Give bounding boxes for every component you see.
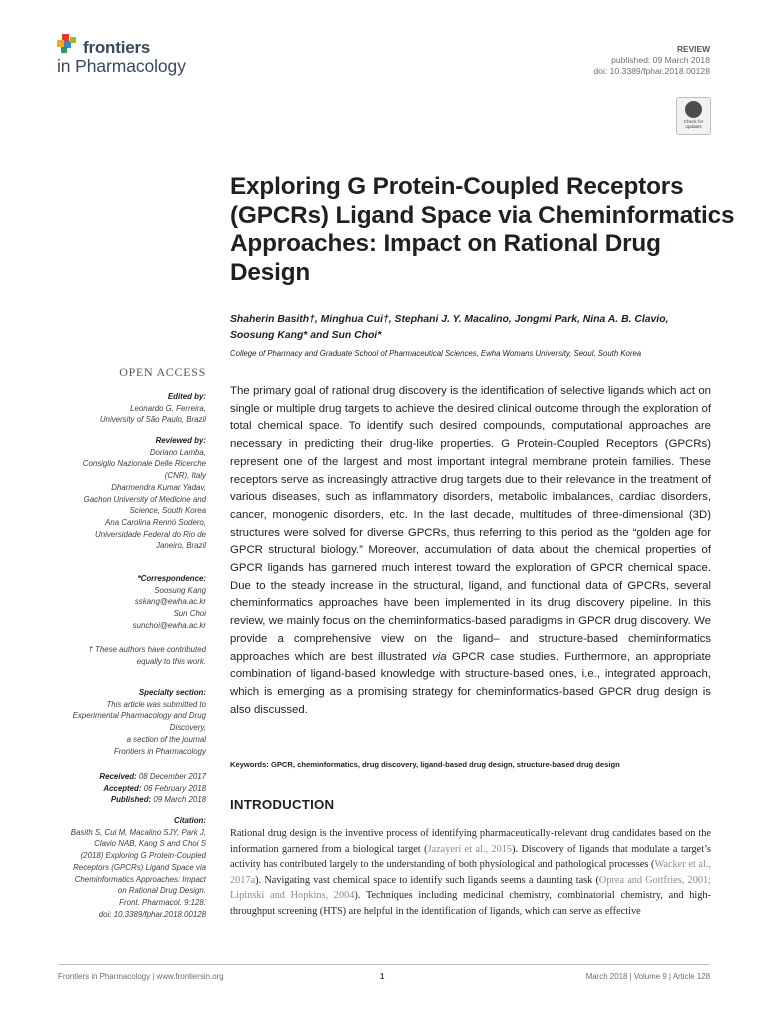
note-line: equally to this work. xyxy=(136,656,206,666)
reviewer-line: (CNR), Italy xyxy=(164,471,206,481)
introduction-paragraph xyxy=(230,826,711,920)
received-date: 08 December 2017 xyxy=(138,772,206,781)
citation-line: on Rational Drug Design. xyxy=(117,886,206,896)
edited-by-label: Edited by: xyxy=(167,392,206,401)
note-line: † These authors have contributed xyxy=(88,645,206,654)
keywords-text: GPCR, cheminformatics, drug discovery, ligand-based drug design, structure-based drug design xyxy=(270,760,620,769)
footer-issue-info: March 2018 | Volume 9 | Article 128 xyxy=(585,972,710,981)
check-for-updates-badge[interactable] xyxy=(676,97,711,135)
published-label: Published: xyxy=(110,795,152,805)
reviewer-line: Janeiro, Brazil xyxy=(156,541,206,551)
edited-by-section xyxy=(40,391,206,426)
journal-logo[interactable] xyxy=(57,34,227,80)
intro-text: ). Techniques including medicinal chemistry, combinatorial chemistry, and high-throughput screening (HTS) are helpful in the identification of ligands, which can serve as effective xyxy=(230,890,711,917)
received-row xyxy=(40,771,206,783)
correspondence-line: Sun Choi xyxy=(173,609,206,619)
intro-text: ). Discovery of ligands that modulate a target’s activity has contributed largely to the understanding of both physiological and pathological processes ( xyxy=(230,843,711,871)
reviewer-line: Dharmendra Kumar Yadav, xyxy=(111,482,206,492)
specialty-section xyxy=(40,687,206,757)
citation-link[interactable]: Wacker et al., 2017a xyxy=(230,859,712,886)
specialty-line: Experimental Pharmacology and Drug xyxy=(72,711,206,721)
check-updates-label: Check for updates xyxy=(683,119,704,129)
logo-journal: in Pharmacology xyxy=(57,56,186,76)
intro-text: ). Navigating vast chemical space to identify such ligands seems a daunting task ( xyxy=(255,874,599,886)
editor-line: University of São Paulo, Brazil xyxy=(99,415,206,425)
dates-section xyxy=(40,771,206,806)
citation-doi[interactable]: doi: 10.3389/fphar.2018.00128 xyxy=(98,909,206,919)
reviewer-line: Consiglio Nazionale Delle Ricerche xyxy=(82,459,206,469)
abstract-text-1: The primary goal of rational drug discovery is the identification of selective ligands which act on single or multiple drug targets to achieve the desired clinical outcome through the exploration of total chemical space. To identify such desired compounds, computational approaches are necessary in predicting their drug-like properties. G Protein-Coupled Receptors (GPCRs) represent one of the largest and most important integral membrane protein families. These receptors serve as increasingly attractive drug targets due to their relevance in the treatment of various diseases, such as inflammatory disorders, metabolic imbalances, cardiac disorders, cancer, monogenic disorders, etc. In the last decade, multitudes of three-dimensional (3D) structures were solved for diverse GPCRs, thus referring to this period as the “golden age for GPCR structural biology.” Moreover, accumulation of data about the chemical properties of GPCR ligands has garnered much interest toward the exploration of GPCR chemical space. Due to the steady increase in the structural, ligand, and functional data of GPCRs, several cheminformatics approaches have been implemented in its drug discovery pipeline. In this review, we mainly focus on the cheminformatics-based paradigms in GPCR drug discovery. We provide a comprehensive view on the ligand– and structure-based cheminformatics approaches which are best illustrated xyxy=(230,385,711,663)
footer-journal-link[interactable]: Frontiers in Pharmacology | www.frontiersin.org xyxy=(58,972,224,981)
article-doi[interactable]: doi: 10.3389/fphar.2018.00128 xyxy=(593,66,710,76)
published-row xyxy=(40,794,206,806)
reviewer-line: Gachon University of Medicine and xyxy=(83,494,206,504)
citation-label: Citation: xyxy=(174,816,206,825)
frontiers-logo-icon xyxy=(57,34,79,56)
logo-brand: frontiers xyxy=(83,38,151,57)
correspondence-email[interactable]: sskang@ewha.ac.kr xyxy=(134,597,206,607)
correspondence-section xyxy=(40,573,206,632)
published-date: published: 09 March 2018 xyxy=(611,55,710,65)
check-updates-icon xyxy=(685,101,702,118)
specialty-line: a section of the journal xyxy=(126,734,206,744)
correspondence-label: *Correspondence: xyxy=(137,574,206,583)
reviewer-line: Universidade Federal do Rio de xyxy=(95,529,206,539)
specialty-line: Discovery, xyxy=(169,723,206,733)
citation-link[interactable]: Oprea and Gottfries, 2001; Lipinski and Hopkins, 2004 xyxy=(230,874,712,902)
received-label: Received: xyxy=(99,772,137,781)
citation-line: Cheminformatics Approaches: Impact xyxy=(74,874,206,884)
abstract-text-2: GPCR case studies. Furthermore, an appropriate combination of ligand-based knowledge with structure-based ones, i.e., integrated approach, which is emerging as a promising strategy for cheminformatics-based GPCR drug design is also discussed. xyxy=(230,650,712,716)
accepted-date: 06 February 2018 xyxy=(143,783,206,793)
footer-divider xyxy=(58,964,710,965)
author-line-1: Shaherin Basith†, Minghua Cui†, Stephani J. Y. Macalino, Jongmi Park, Nina A. B. Clavio, xyxy=(230,314,669,325)
citation-section xyxy=(40,815,206,920)
reviewer-line: Science, South Korea xyxy=(129,506,206,516)
specialty-label: Specialty section: xyxy=(138,688,206,697)
citation-line: Receptors (GPCRs) Ligand Space via xyxy=(73,862,206,872)
reviewer-line: Ana Carolina Rennó Sodero, xyxy=(105,517,206,527)
article-meta xyxy=(593,44,710,77)
abstract-via: via xyxy=(432,650,447,663)
page-number: 1 xyxy=(380,972,385,981)
published-date-side: 09 March 2018 xyxy=(153,795,206,805)
accepted-label: Accepted: xyxy=(103,783,142,793)
correspondence-email[interactable]: sunchoi@ewha.ac.kr xyxy=(132,620,206,630)
affiliation: College of Pharmacy and Graduate School of Pharmaceutical Sciences, Ewha Womans University, Seoul, South Korea xyxy=(230,349,642,358)
open-access-label: OPEN ACCESS xyxy=(119,365,206,379)
specialty-line: This article was submitted to xyxy=(106,699,206,709)
correspondence-line: Soosung Kang xyxy=(154,585,206,595)
abstract xyxy=(230,383,711,719)
reviewer-line: Doriano Lamba, xyxy=(149,447,206,457)
editor-line: Leonardo G. Ferreira, xyxy=(130,403,206,413)
citation-line: (2018) Exploring G Protein-Coupled xyxy=(80,851,206,861)
author-list xyxy=(230,312,740,343)
citation-line: Clavio NAB, Kang S and Choi S xyxy=(94,839,206,849)
citation-line: Front. Pharmacol. 9:128. xyxy=(119,897,206,907)
citation-link[interactable]: Jazayeri et al., 2015 xyxy=(427,843,513,855)
keywords-label: Keywords: xyxy=(230,760,269,769)
citation-line: Basith S, Cui M, Macalino SJY, Park J, xyxy=(70,827,206,837)
specialty-line: Frontiers in Pharmacology xyxy=(113,746,206,756)
article-title: Exploring G Protein-Coupled Receptors (GPCRs) Ligand Space via Cheminformatics Approaches: Impact on Rational Drug Design xyxy=(230,173,735,286)
keywords xyxy=(230,760,740,769)
reviewed-by-section xyxy=(40,435,206,552)
reviewed-by-label: Reviewed by: xyxy=(155,436,206,445)
equal-contribution-note xyxy=(40,644,206,667)
intro-text: Rational drug design is the inventive process of identifying pharmaceutically-relevant drug candidates based on the information garnered from a biological target ( xyxy=(230,828,711,855)
accepted-row xyxy=(40,783,206,795)
section-heading-introduction: INTRODUCTION xyxy=(230,797,335,812)
article-type: REVIEW xyxy=(676,44,710,54)
author-line-2: Soosung Kang* and Sun Choi* xyxy=(230,329,382,341)
